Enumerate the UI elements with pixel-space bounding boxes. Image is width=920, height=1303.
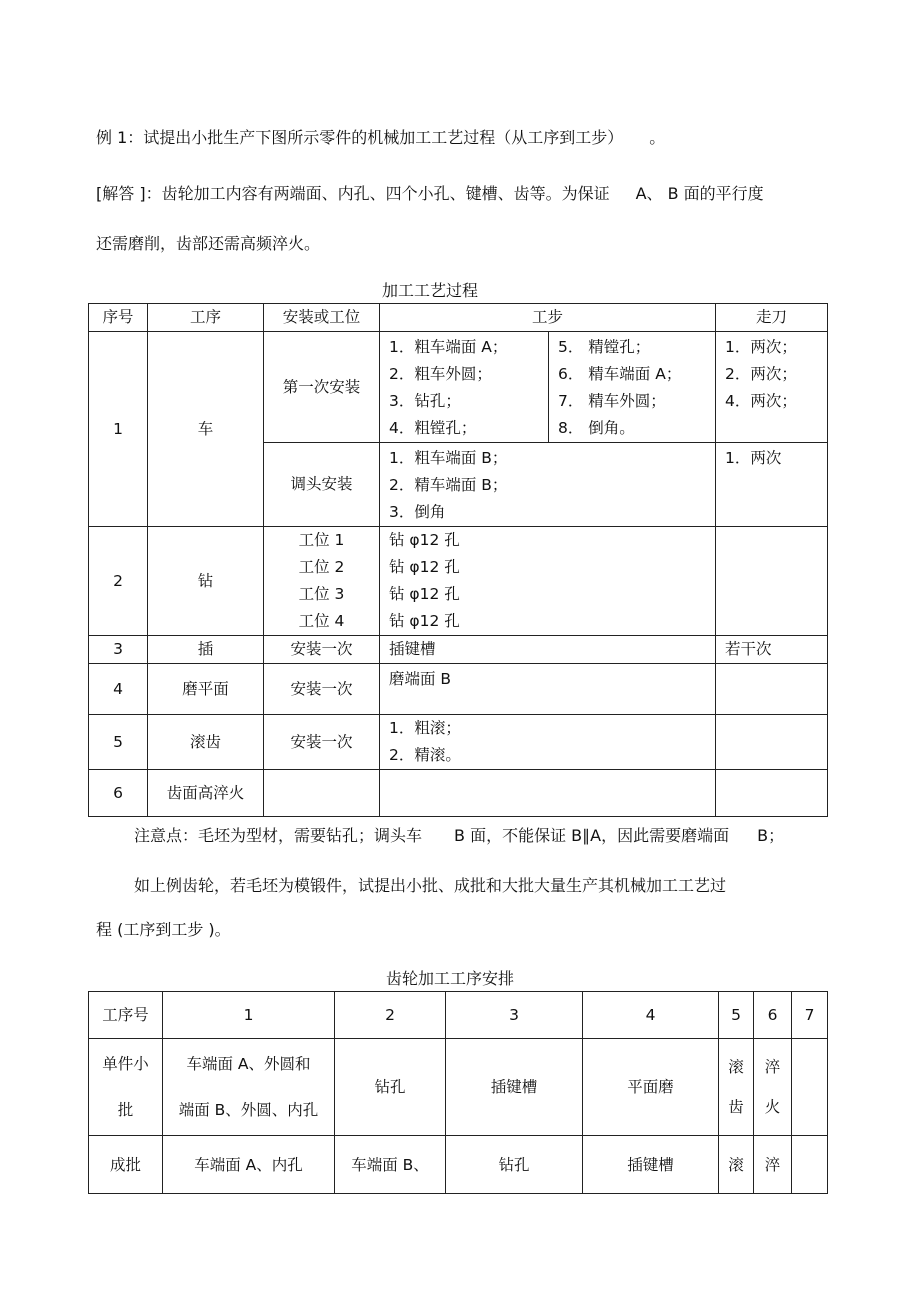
row2-pass xyxy=(716,527,828,636)
row6-setup xyxy=(264,770,380,817)
table1-caption: 加工工艺过程 xyxy=(381,281,478,300)
row1-pass-a: 1．两次； 2．两次； 4．两次； xyxy=(716,332,828,443)
table-row xyxy=(89,770,828,817)
question-line-2: 程 (工序到工步 )。 xyxy=(96,920,231,939)
row5-no: 5 xyxy=(89,715,148,770)
header-process: 工序 xyxy=(148,304,264,332)
row6-no: 6 xyxy=(89,770,148,817)
t2-header-1: 1 xyxy=(163,992,335,1039)
row6-pass xyxy=(716,770,828,817)
note-line: 注意点：毛坯为型材，需要钻孔；调头车 B 面，不能保证 B∥A，因此需要磨端面 B； xyxy=(134,826,785,845)
t2-row1-c5: 滚 齿 xyxy=(719,1039,754,1136)
answer-line-1: [解答 ]：齿轮加工内容有两端面、内孔、四个小孔、键槽、齿等。为保证 A、 B 面的平行度 xyxy=(96,184,764,203)
row6-steps xyxy=(380,770,716,817)
row1-setup-a: 第一次安装 xyxy=(264,332,380,443)
t2-header-3: 3 xyxy=(446,992,583,1039)
example-title: 例 1：试提出小批生产下图所示零件的机械加工工艺过程（从工序到工步） 。 xyxy=(96,128,666,147)
table-row xyxy=(89,715,828,770)
row3-pass: 若干次 xyxy=(716,636,828,664)
table-row xyxy=(89,636,828,664)
row3-setup: 安装一次 xyxy=(264,636,380,664)
header-pass: 走刀 xyxy=(716,304,828,332)
operation-table xyxy=(88,991,828,1194)
row1-no: 1 xyxy=(89,332,148,527)
question-line-1: 如上例齿轮，若毛坯为模锻件，试提出小批、成批和大批大量生产其机械加工工艺过 xyxy=(134,876,727,895)
t2-row1-c6: 淬 火 xyxy=(754,1039,792,1136)
header-setup: 安装或工位 xyxy=(264,304,380,332)
t2-header-7: 7 xyxy=(792,992,828,1039)
row1-steps-left: 1．粗车端面 A； 2．粗车外圆； 3．钻孔； 4．粗镗孔； xyxy=(380,332,549,443)
t2-row2-label: 成批 xyxy=(89,1136,163,1194)
row1-setup-b: 调头安装 xyxy=(264,443,380,527)
t2-row2-c3: 钻孔 xyxy=(446,1136,583,1194)
t2-row2-c4: 插键槽 xyxy=(583,1136,719,1194)
process-table xyxy=(88,303,828,817)
t2-row2-c1: 车端面 A、内孔 xyxy=(163,1136,335,1194)
t2-row1-c4: 平面磨 xyxy=(583,1039,719,1136)
row1-pass-b: 1．两次 xyxy=(716,443,828,527)
table2-caption: 齿轮加工工序安排 xyxy=(385,969,514,988)
t2-header-2: 2 xyxy=(335,992,446,1039)
answer-line-2: 还需磨削，齿部还需高频淬火。 xyxy=(96,234,321,253)
table-row xyxy=(89,1039,828,1136)
row5-pass xyxy=(716,715,828,770)
row1-process: 车 xyxy=(148,332,264,527)
row2-no: 2 xyxy=(89,527,148,636)
t2-row1-label: 单件小 批 xyxy=(89,1039,163,1136)
t2-row1-c3: 插键槽 xyxy=(446,1039,583,1136)
t2-header-5: 5 xyxy=(719,992,754,1039)
row2-process: 钻 xyxy=(148,527,264,636)
t2-row2-c2: 车端面 B、 xyxy=(335,1136,446,1194)
row1-steps-b: 1．粗车端面 B； 2．精车端面 B； 3．倒角 xyxy=(380,443,716,527)
table1-header-row xyxy=(89,304,828,332)
t2-row2-c7 xyxy=(792,1136,828,1194)
t2-row2-c6: 淬 xyxy=(754,1136,792,1194)
table-row xyxy=(89,664,828,715)
row2-steps: 钻 φ12 孔 钻 φ12 孔 钻 φ12 孔 钻 φ12 孔 xyxy=(380,527,716,636)
t2-row2-c5: 滚 xyxy=(719,1136,754,1194)
row3-step: 插键槽 xyxy=(380,636,716,664)
row5-process: 滚齿 xyxy=(148,715,264,770)
row4-no: 4 xyxy=(89,664,148,715)
table-row xyxy=(89,1136,828,1194)
row4-pass xyxy=(716,664,828,715)
table-row xyxy=(89,527,828,636)
row3-no: 3 xyxy=(89,636,148,664)
row4-process: 磨平面 xyxy=(148,664,264,715)
t2-header-4: 4 xyxy=(583,992,719,1039)
table2-header-row xyxy=(89,992,828,1039)
table-row xyxy=(89,332,828,443)
row5-steps: 1．粗滚； 2．精滚。 xyxy=(380,715,716,770)
row1-steps-right: 5． 精镗孔； 6． 精车端面 A； 7． 精车外圆； 8． 倒角。 xyxy=(549,332,716,443)
row5-setup: 安装一次 xyxy=(264,715,380,770)
t2-header-label: 工序号 xyxy=(89,992,163,1039)
t2-row1-c1: 车端面 A、外圆和 端面 B、外圆、内孔 xyxy=(163,1039,335,1136)
header-steps: 工步 xyxy=(380,304,716,332)
t2-row1-c7 xyxy=(792,1039,828,1136)
row3-process: 插 xyxy=(148,636,264,664)
row4-step: 磨端面 B xyxy=(380,664,716,715)
t2-row1-c2: 钻孔 xyxy=(335,1039,446,1136)
header-no: 序号 xyxy=(89,304,148,332)
row4-setup: 安装一次 xyxy=(264,664,380,715)
row6-process: 齿面高淬火 xyxy=(148,770,264,817)
t2-header-6: 6 xyxy=(754,992,792,1039)
row2-stations: 工位 1 工位 2 工位 3 工位 4 xyxy=(264,527,380,636)
